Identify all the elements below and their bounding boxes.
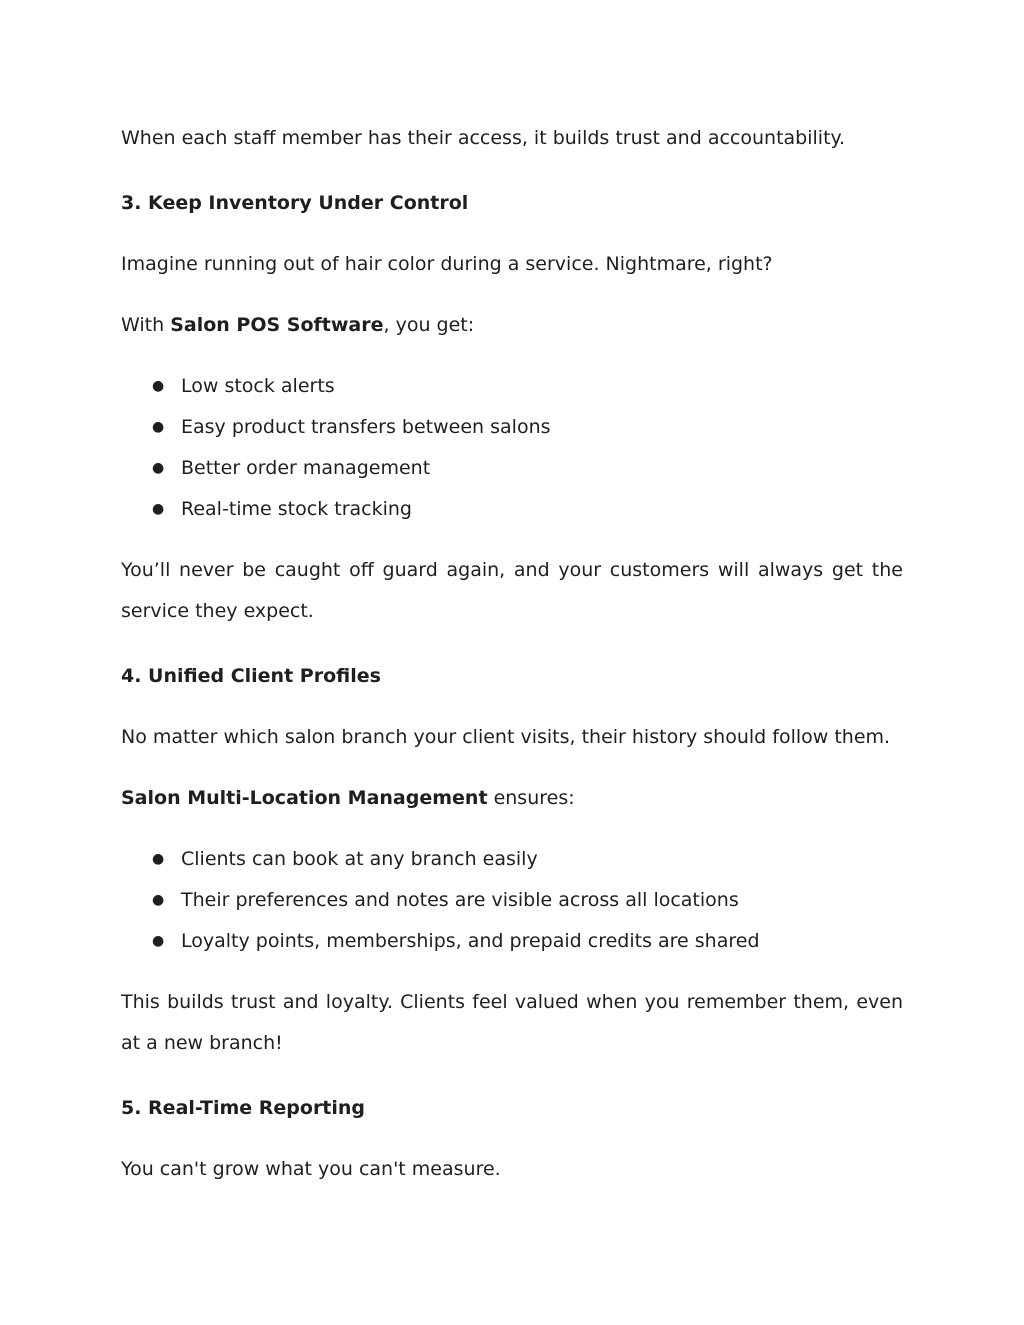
section-4-paragraph-2-post: ensures: xyxy=(487,787,575,809)
list-item-text: Loyalty points, memberships, and prepaid credits are shared xyxy=(181,930,760,952)
section-4-closing-paragraph: This builds trust and loyalty. Clients feel valued when you remember them, even at a new branch! xyxy=(121,991,903,1054)
section-3-paragraph-2-post: , you get: xyxy=(383,314,475,336)
list-item-text: Low stock alerts xyxy=(181,375,335,397)
list-item-text: Better order management xyxy=(181,457,431,479)
section-3-closing-paragraph: You’ll never be caught off guard again, and your customers will always get the service they expect. xyxy=(121,559,903,622)
bullet-icon: ● xyxy=(152,851,165,867)
list-item xyxy=(121,489,903,530)
bullet-icon: ● xyxy=(152,378,165,394)
section-4-bullet-list xyxy=(121,839,903,962)
list-item-text: Real-time stock tracking xyxy=(181,498,412,520)
bullet-icon: ● xyxy=(152,892,165,908)
list-item-text: Their preferences and notes are visible across all locations xyxy=(181,889,739,911)
intro-paragraph: When each staff member has their access, it builds trust and accountability. xyxy=(121,127,846,149)
list-item-text: Easy product transfers between salons xyxy=(181,416,551,438)
list-item xyxy=(121,839,903,880)
section-4-paragraph-1: No matter which salon branch your client visits, their history should follow them. xyxy=(121,726,891,748)
section-3-paragraph-2 xyxy=(121,305,903,346)
section-4-paragraph-2 xyxy=(121,778,903,819)
document-body xyxy=(121,118,903,1210)
bullet-icon: ● xyxy=(152,460,165,476)
bullet-icon: ● xyxy=(152,501,165,517)
bullet-icon: ● xyxy=(152,933,165,949)
section-3-paragraph-2-pre: With xyxy=(121,314,171,336)
list-item-text: Clients can book at any branch easily xyxy=(181,848,538,870)
salon-pos-software-term: Salon POS Software xyxy=(170,314,384,336)
list-item xyxy=(121,366,903,407)
list-item xyxy=(121,448,903,489)
bullet-icon: ● xyxy=(152,419,165,435)
section-3-paragraph-1: Imagine running out of hair color during a service. Nightmare, right? xyxy=(121,253,773,275)
section-3-bullet-list xyxy=(121,366,903,530)
section-5-paragraph-1: You can't grow what you can't measure. xyxy=(121,1158,501,1180)
list-item xyxy=(121,880,903,921)
list-item xyxy=(121,407,903,448)
list-item xyxy=(121,921,903,962)
salon-multi-location-management-term: Salon Multi-Location Management xyxy=(121,787,488,809)
section-5-heading: 5. Real-Time Reporting xyxy=(121,1097,366,1119)
section-3-heading: 3. Keep Inventory Under Control xyxy=(121,192,469,214)
section-4-heading: 4. Unified Client Profiles xyxy=(121,665,381,687)
